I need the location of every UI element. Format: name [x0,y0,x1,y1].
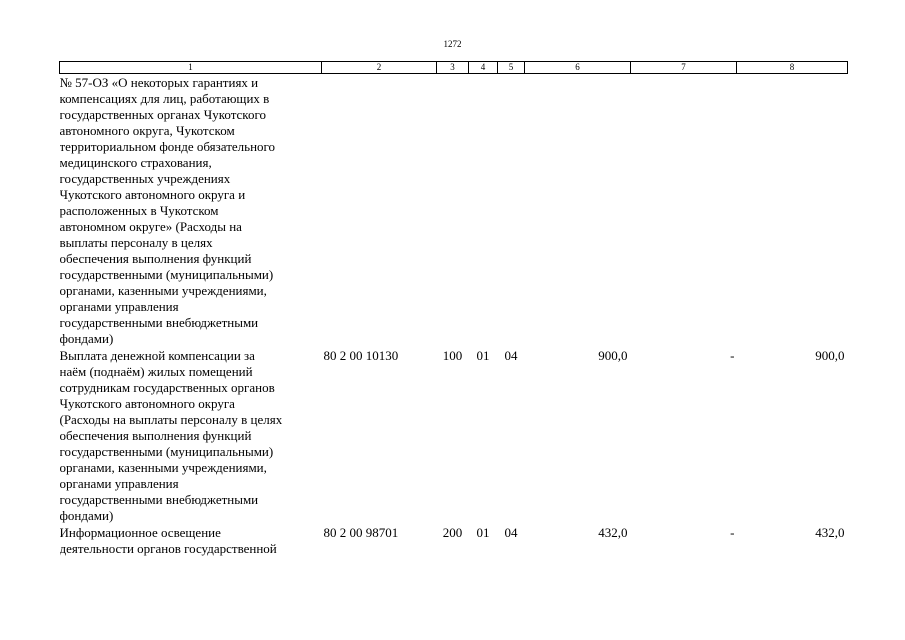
row-name-line: государственных органах Чукотского [59,107,266,122]
row-name-line: территориальном фонде обязательного [59,139,276,154]
row-name-line: Чукотского автономного округа [59,396,235,411]
table-row [60,524,848,557]
row-name-cell [60,347,322,524]
row-name-line: государственных учреждениях [59,171,231,186]
row-vr-cell: 100 [442,348,463,363]
row-code-cell [322,74,437,348]
header-col-5: 5 [498,62,525,74]
table-row [60,347,848,524]
row-name-line: органами, казенными учреждениями, [59,460,267,475]
row-name-line: Информационное освещение [59,525,221,540]
row-rz-cell [469,74,498,348]
row-name-line: сотрудникам государственных органов [59,380,275,395]
header-col-1: 1 [60,62,322,74]
row-name-cell [60,524,322,557]
row-change-cell [631,74,737,348]
row-code-cell: 80 2 00 98701 [323,525,399,540]
row-name-line: органами управления [59,299,179,314]
row-name-line: автономного округа, Чукотском [59,123,235,138]
row-rz-cell: 01 [476,525,490,540]
row-total-cell: 432,0 [815,525,845,540]
row-name-line: органами, казенными учреждениями, [59,283,267,298]
row-name-line: фондами) [59,508,114,523]
budget-table [59,61,848,557]
row-rz-cell: 01 [476,348,490,363]
page-number: 1272 [443,39,462,49]
row-name-line: Выплата денежной компенсации за [59,348,255,363]
row-pr-cell [498,74,525,348]
row-pr-cell: 04 [504,348,518,363]
row-name-line: государственными (муниципальными) [59,444,274,459]
row-name-line: деятельности органов государственной [59,541,277,556]
row-amount-cell: 900,0 [598,348,628,363]
row-name-line: № 57-ОЗ «О некоторых гарантиях и [59,75,259,90]
row-name-line: автономном округе» (Расходы на [59,219,242,234]
header-col-3: 3 [437,62,469,74]
row-name-line: фондами) [59,331,114,346]
row-total-cell: 900,0 [815,348,845,363]
row-change-cell: - [730,348,735,363]
row-name-cell [60,74,322,348]
table-header [60,62,848,74]
header-col-2: 2 [322,62,437,74]
row-code-cell: 80 2 00 10130 [323,348,399,363]
row-name-line: обеспечения выполнения функций [59,251,252,266]
row-total-cell [737,74,848,348]
row-name-line: обеспечения выполнения функций [59,428,252,443]
row-name-line: выплаты персоналу в целях [59,235,213,250]
header-col-8: 8 [737,62,848,74]
header-row [60,62,848,74]
row-vr-cell: 200 [442,525,463,540]
header-col-6: 6 [525,62,631,74]
row-name-line: наём (поднаём) жилых помещений [59,364,253,379]
row-name-line: расположенных в Чукотском [59,203,219,218]
row-name-line: (Расходы на выплаты персоналу в целях [59,412,283,427]
row-amount-cell [525,74,631,348]
table-body [60,74,848,558]
row-vr-cell [437,74,469,348]
row-name-line: Чукотского автономного округа и [59,187,246,202]
row-name-line: органами управления [59,476,179,491]
header-col-7: 7 [631,62,737,74]
row-change-cell: - [730,525,735,540]
row-name-line: медицинского страхования, [59,155,212,170]
table-row [60,74,848,348]
header-col-4: 4 [469,62,498,74]
row-amount-cell: 432,0 [598,525,628,540]
row-pr-cell: 04 [504,525,518,540]
row-name-line: государственными (муниципальными) [59,267,274,282]
row-name-line: компенсациях для лиц, работающих в [59,91,270,106]
row-name-line: государственными внебюджетными [59,492,259,507]
row-name-line: государственными внебюджетными [59,315,259,330]
